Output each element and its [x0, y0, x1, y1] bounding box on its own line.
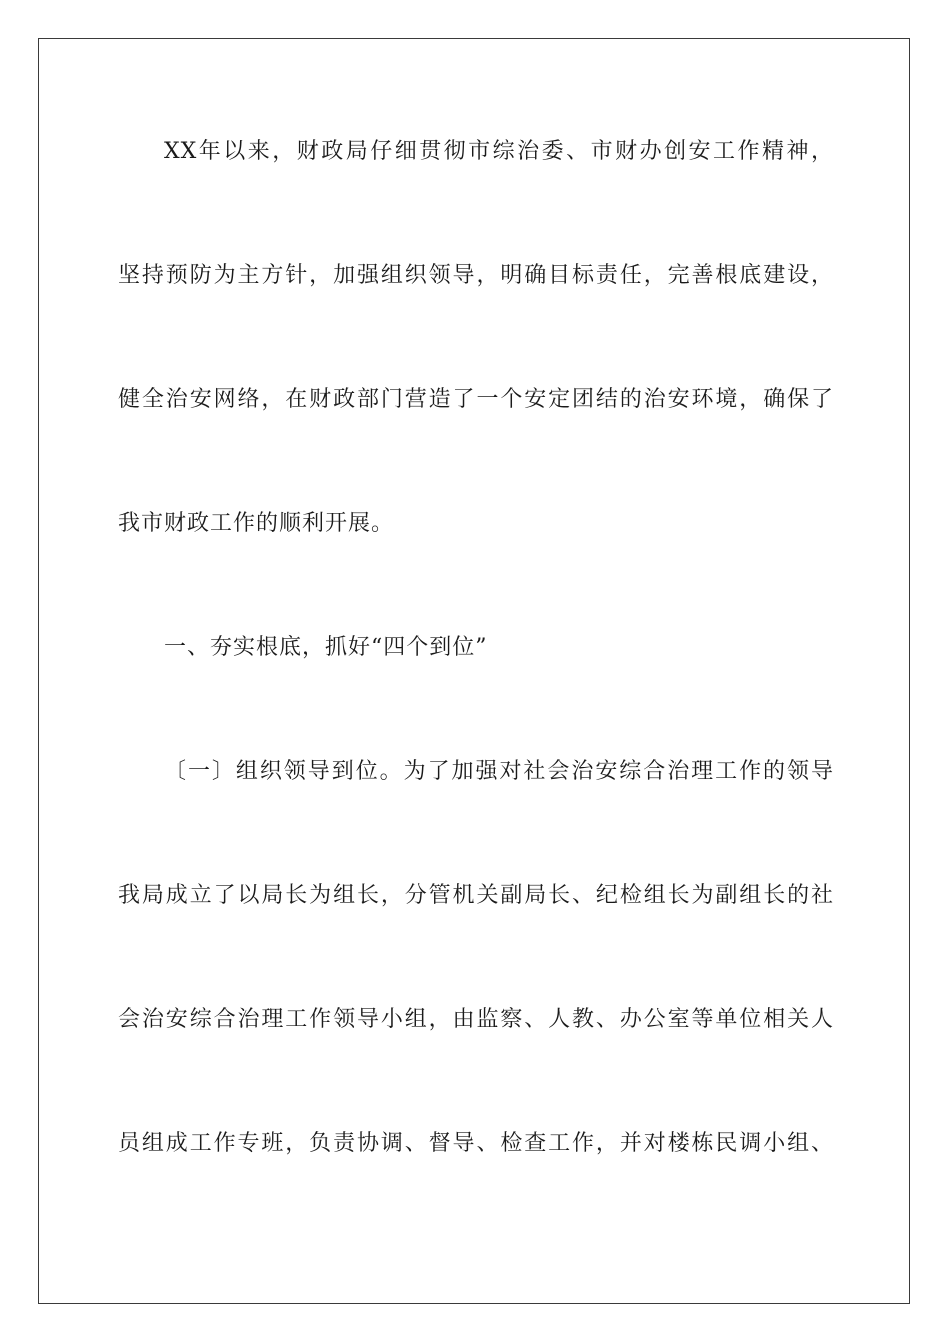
- paragraph-line: 我市财政工作的顺利开展。: [118, 511, 395, 536]
- section-heading: 一、夯实根底，抓好“四个到位”: [164, 635, 488, 660]
- paragraph-line: XX年以来，财政局仔细贯彻市综治委、市财办创安工作精神，: [164, 139, 834, 164]
- paragraph-line: 员组成工作专班，负责协调、督导、检查工作，并对楼栋民调小组、: [118, 1131, 834, 1156]
- paragraph-line: 我局成立了以局长为组长，分管机关副局长、纪检组长为副组长的社: [118, 883, 834, 908]
- paragraph-line: 〔一〕组织领导到位。为了加强对社会治安综合治理工作的领导: [164, 759, 834, 784]
- paragraph-line: 会治安综合治理工作领导小组，由监察、人教、办公室等单位相关人: [118, 1007, 834, 1032]
- paragraph-line: 坚持预防为主方针，加强组织领导，明确目标责任，完善根底建设，: [118, 263, 834, 288]
- page-border: [38, 38, 910, 1304]
- paragraph-line: 健全治安网络，在财政部门营造了一个安定团结的治安环境，确保了: [118, 387, 834, 412]
